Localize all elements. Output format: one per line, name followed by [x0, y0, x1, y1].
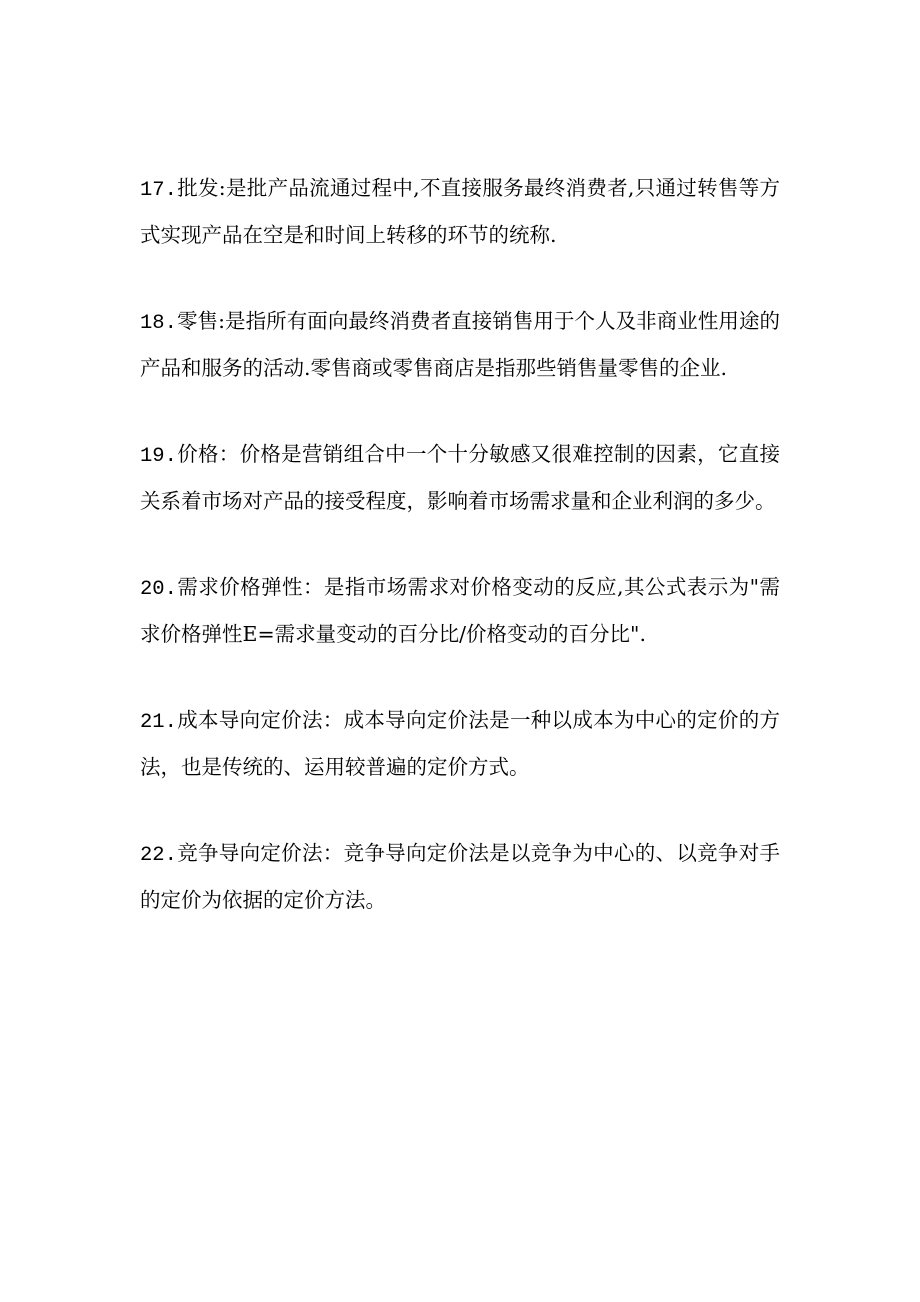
- entry-number: 19.: [140, 445, 177, 468]
- entry-text: 竞争导向定价法：竞争导向定价法是以竞争为中心的、以竞争对手的定价为依据的定价方法。: [140, 841, 780, 912]
- entry-number: 22.: [140, 844, 177, 867]
- entry-text: 零售:是指所有面向最终消费者直接销售用于个人及非商业性用途的产品和服务的活动.零售商或零售商店是指那些销售量零售的企业.: [140, 309, 780, 380]
- entry-22: [140, 831, 780, 922]
- entry-19: [140, 432, 780, 523]
- entry-20: [140, 565, 780, 656]
- entry-number: 18.: [140, 312, 177, 335]
- entry-number: 17.: [140, 179, 177, 202]
- entry-21: [140, 698, 780, 789]
- entry-text: 价格：价格是营销组合中一个十分敏感又很难控制的因素，它直接关系着市场对产品的接受程度，影响着市场需求量和企业利润的多少。: [140, 442, 780, 513]
- entry-number: 20.: [140, 578, 177, 601]
- entry-17: [140, 166, 780, 257]
- document-body: [140, 166, 780, 922]
- entry-text: 成本导向定价法：成本导向定价法是一种以成本为中心的定价的方法，也是传统的、运用较普遍的定价方式。: [140, 708, 780, 779]
- entry-text: 需求价格弹性：是指市场需求对价格变动的反应,其公式表示为"需求价格弹性E=需求量变动的百分比/价格变动的百分比".: [140, 575, 780, 646]
- entry-18: [140, 299, 780, 390]
- entry-number: 21.: [140, 711, 177, 734]
- entry-text: 批发:是批产品流通过程中,不直接服务最终消费者,只通过转售等方式实现产品在空是和时间上转移的环节的统称.: [140, 176, 780, 247]
